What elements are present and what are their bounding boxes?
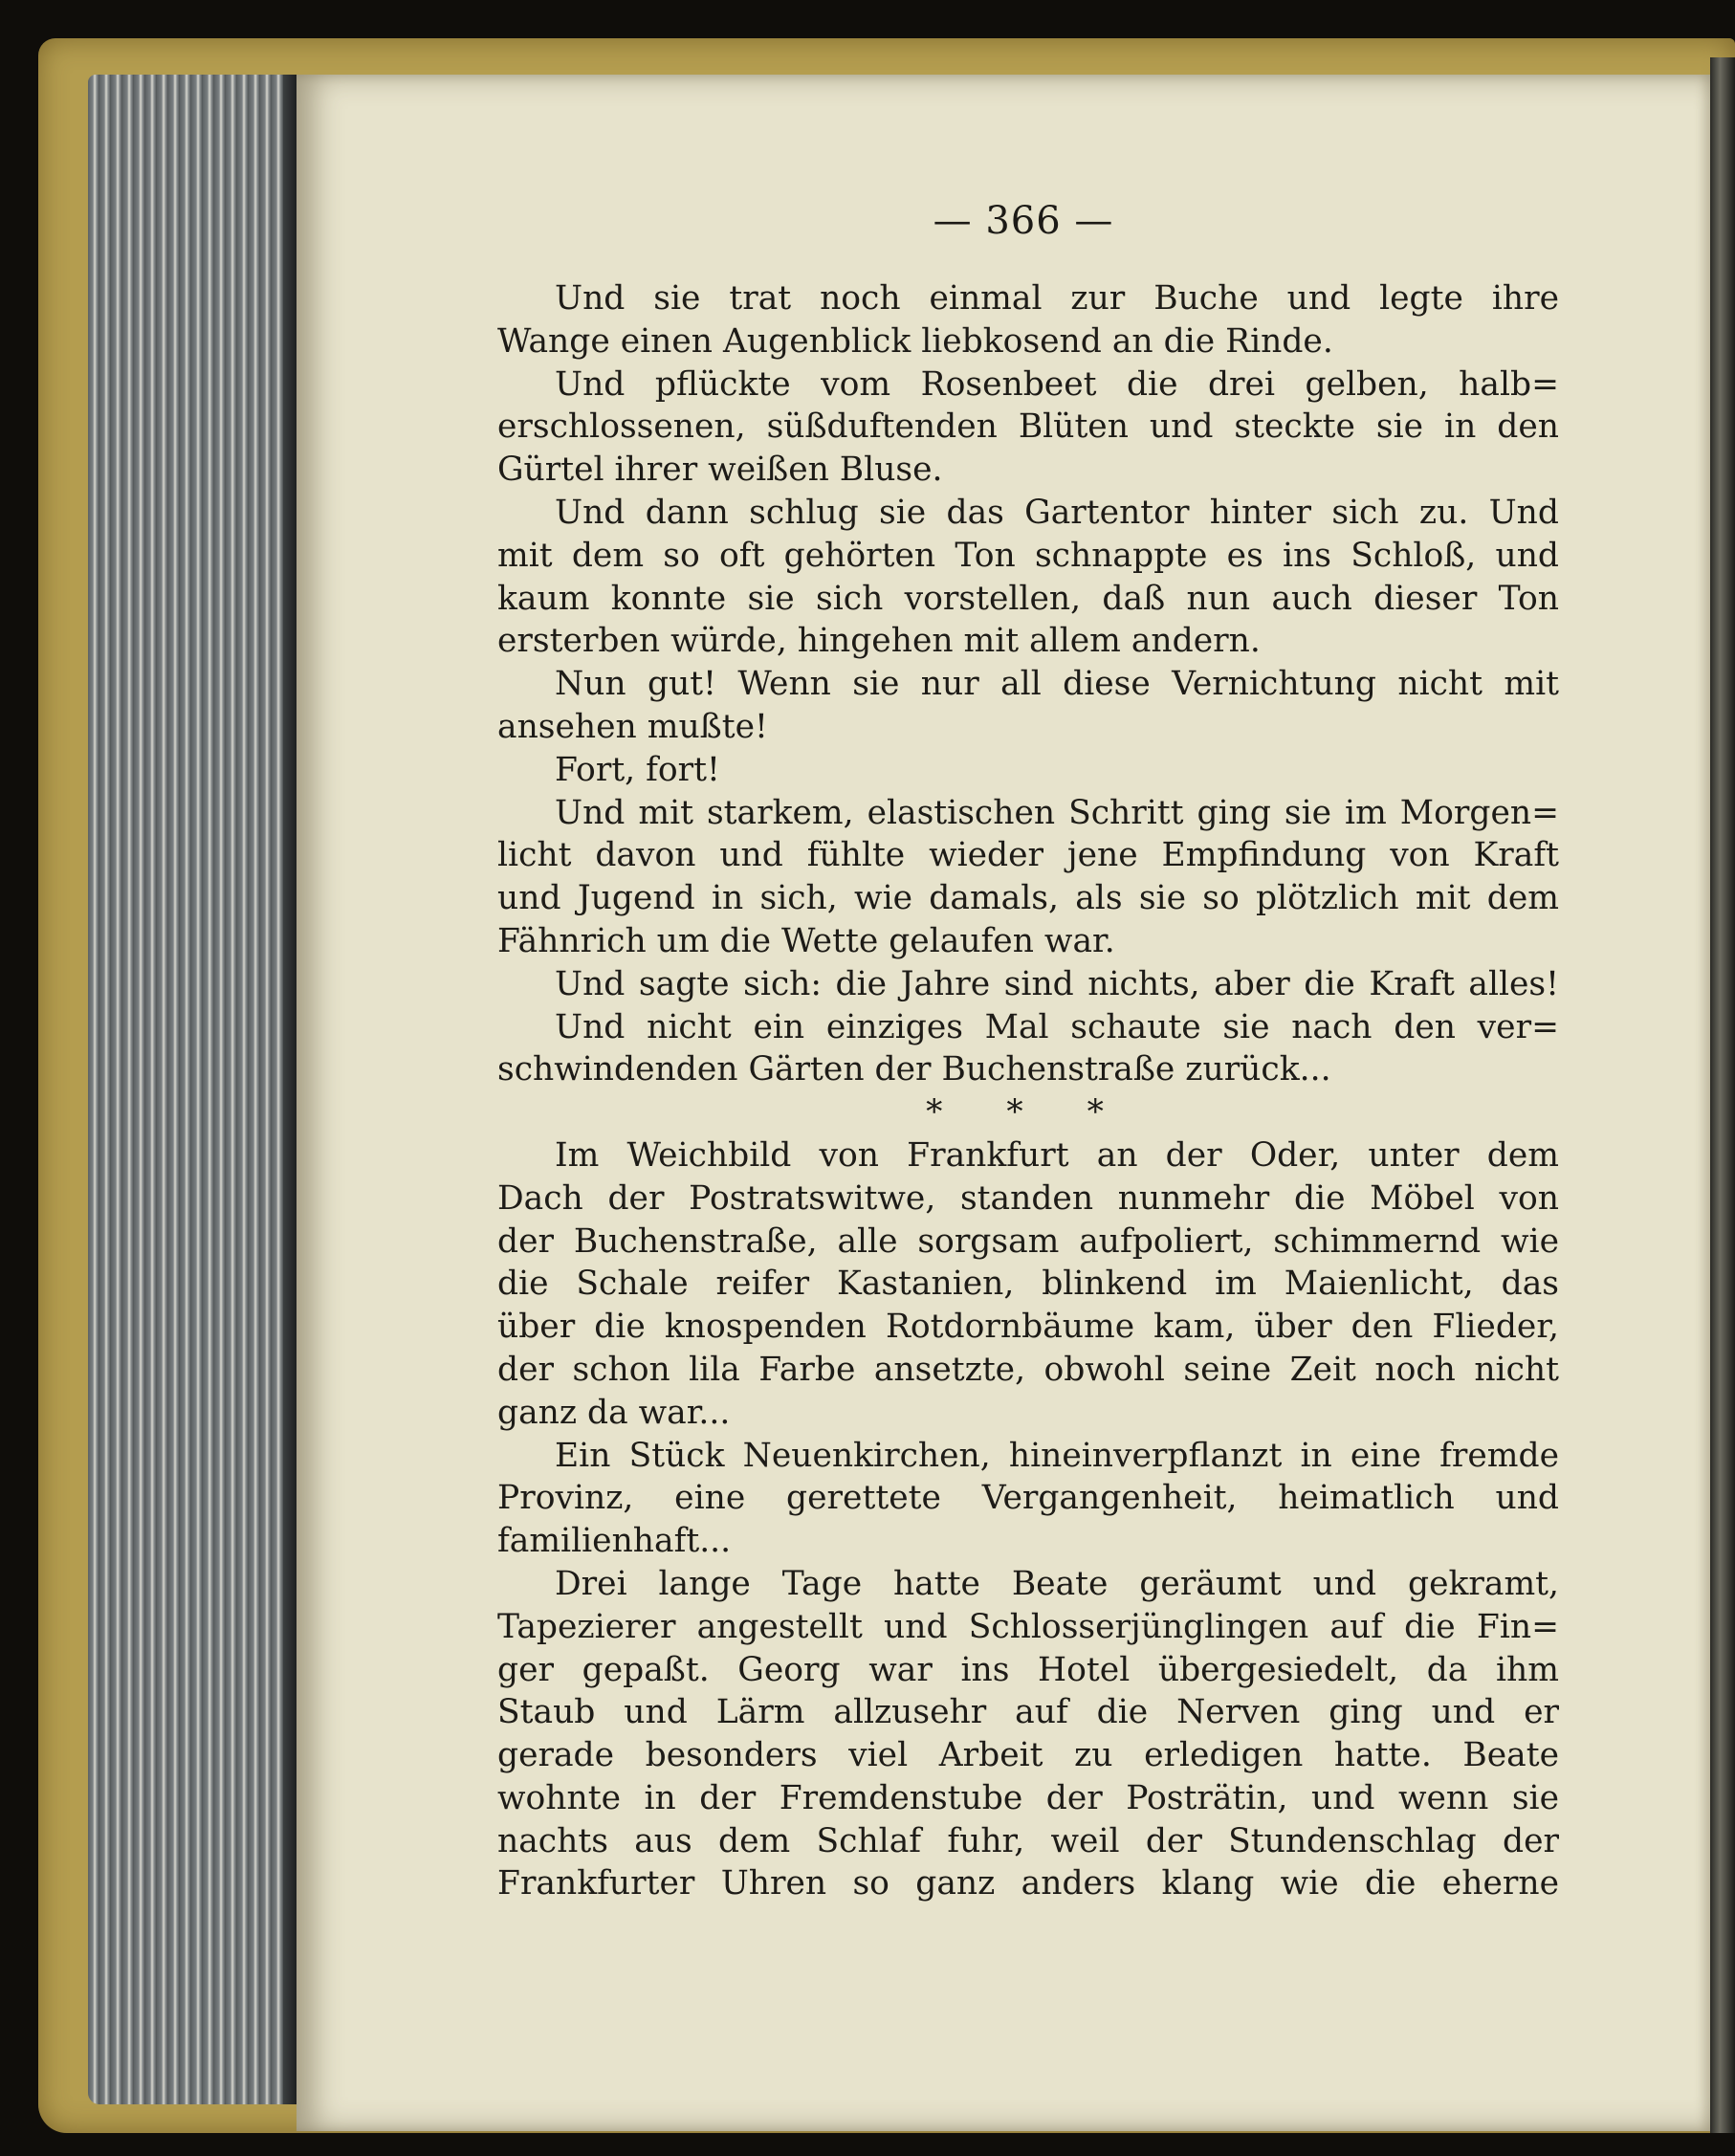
text-line: ersterben würde, hingehen mit allem andern. xyxy=(497,622,1261,661)
text-line: kaum konnte sie sich vorstellen, daß nun auch dieser Ton xyxy=(497,579,1559,618)
text-line: Und sagte sich: die Jahre sind nichts, aber die Kraft alles! xyxy=(555,964,1559,1003)
text-line: mit dem so oft gehörten Ton schnappte es ins Schloß, und xyxy=(497,536,1559,575)
text-line: Gürtel ihrer weißen Bluse. xyxy=(497,451,943,490)
text-line: Fort, fort! xyxy=(555,750,720,789)
text-line: Und nicht ein einziges Mal schaute sie nach den ver= xyxy=(555,1007,1559,1046)
text-line: Provinz, eine gerettete Vergangenheit, heimatlich und xyxy=(497,1479,1559,1518)
text-line: Und mit starkem, elastischen Schritt ging sie im Morgen= xyxy=(555,793,1559,832)
text-line: gerade besonders viel Arbeit zu erledigen hatte. Beate xyxy=(497,1736,1559,1775)
page-edges-left xyxy=(88,75,296,2104)
text-line: ganz da war... xyxy=(497,1393,731,1432)
text-line: und Jugend in sich, wie damals, als sie so plötzlich mit dem xyxy=(497,879,1559,918)
text-line: Frankfurter Uhren so ganz anders klang wie die eherne xyxy=(497,1864,1559,1903)
text-line: Im Weichbild von Frankfurt an der Oder, unter dem xyxy=(555,1135,1559,1175)
section-separator: * * * xyxy=(926,1093,1131,1133)
text-line: der Buchenstraße, alle sorgsam aufpoliert, schimmernd wie xyxy=(497,1221,1559,1261)
text-line: wohnte in der Fremdenstube der Posträtin, und wenn sie xyxy=(497,1778,1559,1817)
text-line: Nun gut! Wenn sie nur all diese Vernichtung nicht mit xyxy=(555,665,1559,704)
text-line: die Schale reifer Kastanien, blinkend im Maienlicht, das xyxy=(497,1265,1559,1304)
text-line: der schon lila Farbe ansetzte, obwohl seine Zeit noch nicht xyxy=(497,1350,1559,1389)
page-edge-right xyxy=(1710,57,1735,2133)
text-line: familienhaft... xyxy=(497,1522,732,1561)
text-line: Und pflückte vom Rosenbeet die drei gelben, halb= xyxy=(555,364,1559,404)
page-number: — 366 — xyxy=(933,199,1114,243)
text-line: Wange einen Augenblick liebkosend an die Rinde. xyxy=(497,321,1333,361)
text-line: ger gepaßt. Georg war ins Hotel übergesiedelt, da ihm xyxy=(497,1650,1559,1689)
text-line: Und sie trat noch einmal zur Buche und legte ihre xyxy=(555,279,1559,318)
page-body-text xyxy=(497,277,1559,1905)
text-line: über die knospenden Rotdornbäume kam, über den Flieder, xyxy=(497,1308,1559,1347)
text-line: schwindenden Gärten der Buchenstraße zurück... xyxy=(497,1050,1331,1089)
text-line: erschlossenen, süßduftenden Blüten und steckte sie in den xyxy=(497,407,1559,447)
text-line: Ein Stück Neuenkirchen, hineinverpflanzt in eine fremde xyxy=(555,1436,1559,1475)
text-line: Staub und Lärm allzusehr auf die Nerven ging und er xyxy=(497,1693,1559,1732)
text-line: Fähnrich um die Wette gelaufen war. xyxy=(497,921,1115,960)
text-line: ansehen mußte! xyxy=(497,707,768,746)
text-line: Tapezierer angestellt und Schlosserjünglingen auf die Fin= xyxy=(497,1607,1559,1646)
text-line: Und dann schlug sie das Gartentor hinter sich zu. Und xyxy=(555,493,1559,532)
text-line: nachts aus dem Schlaf fuhr, weil der Stundenschlag der xyxy=(497,1821,1559,1860)
text-line: licht davon und fühlte wieder jene Empfindung von Kraft xyxy=(497,836,1559,875)
text-line: Drei lange Tage hatte Beate geräumt und gekramt, xyxy=(555,1564,1559,1603)
text-line: Dach der Postratswitwe, standen nunmehr die Möbel von xyxy=(497,1178,1559,1218)
